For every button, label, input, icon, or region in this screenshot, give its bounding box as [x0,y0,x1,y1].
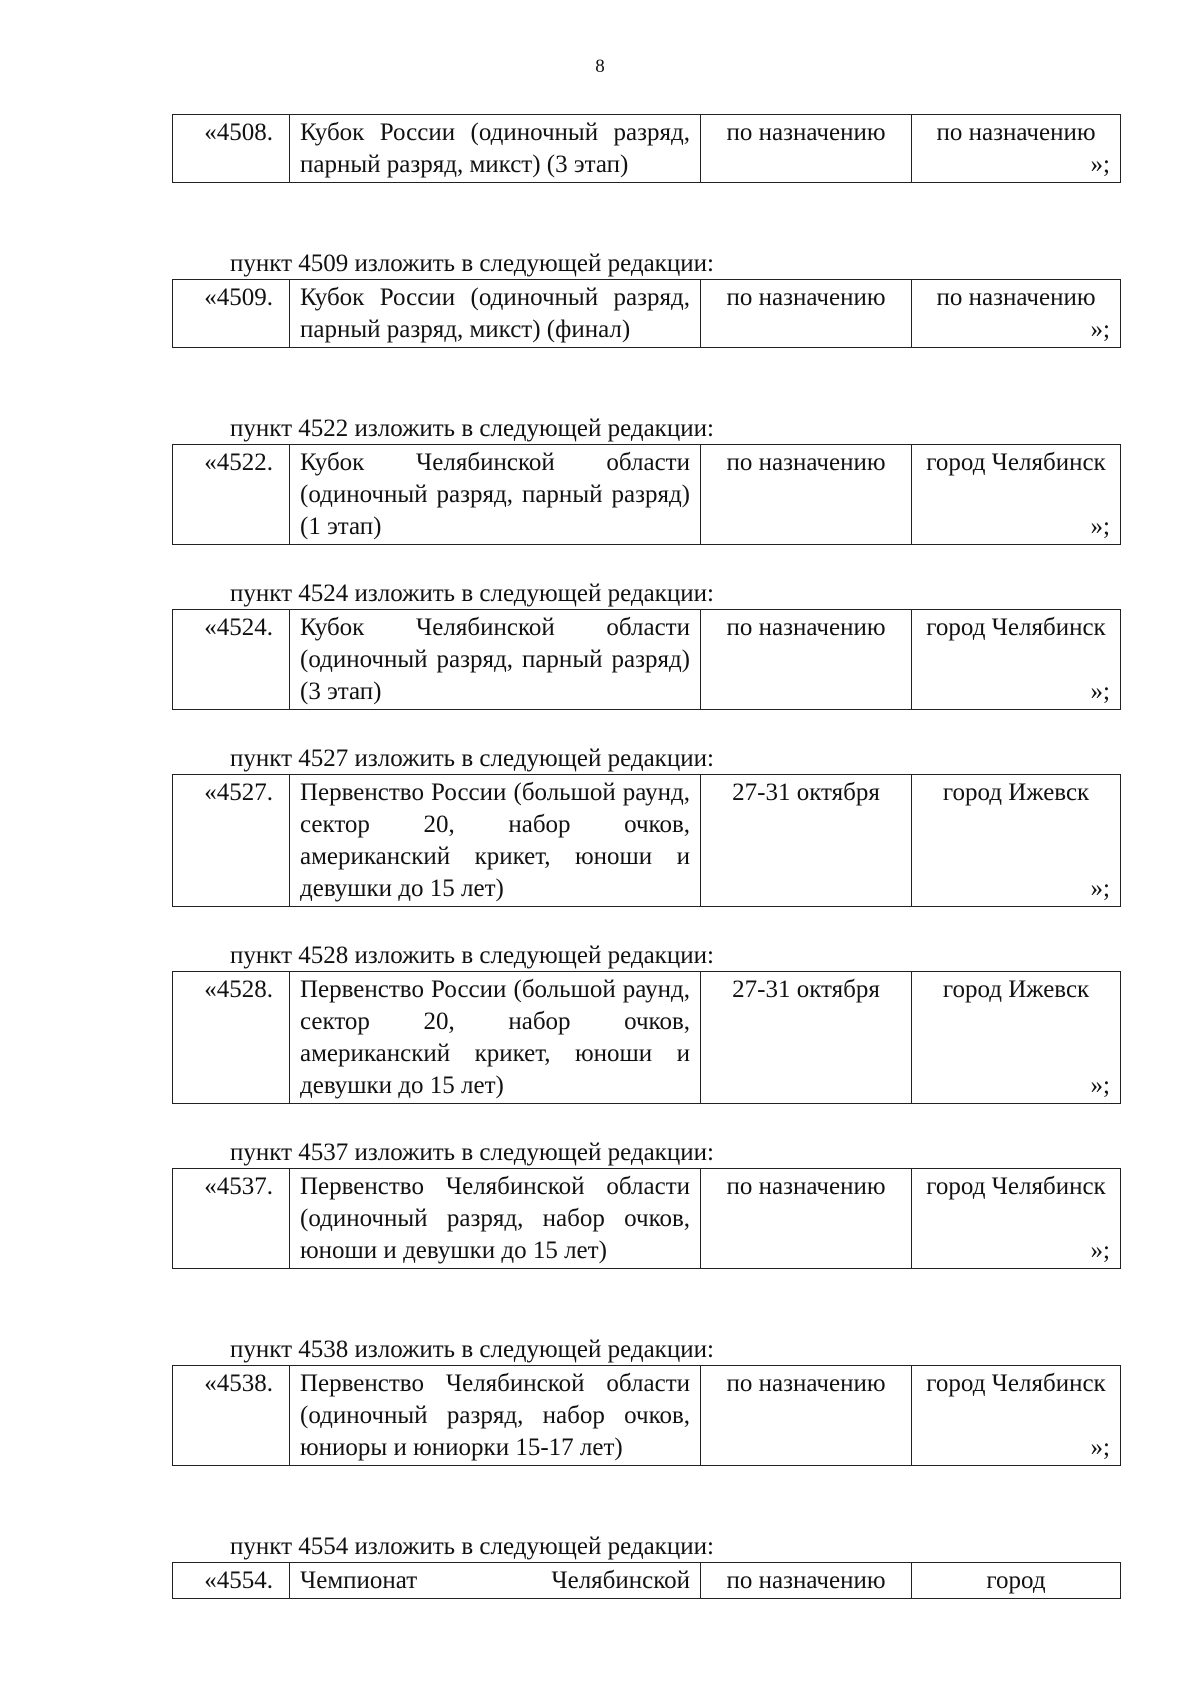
amendment-caption-4524: пункт 4524 изложить в следующей редакции: [230,580,714,607]
event-place-text: город Челябинск [926,1370,1106,1397]
item-number: «4522. [173,445,290,545]
amendment-table-4527 [172,774,1121,907]
event-place-text: город Челябинск [926,449,1106,476]
event-dates: по назначению [701,1366,912,1466]
table-row [173,1563,1121,1599]
event-name: Первенство России (большой раунд, сектор 20, набор очков, американский крикет, юноши и девушки до 15 лет) [290,775,701,907]
event-dates: по назначению [701,115,912,183]
amendment-caption-4538: пункт 4538 изложить в следующей редакции: [230,1336,714,1363]
table-row [173,1366,1121,1466]
event-name: Первенство Челябинской области (одиночный разряд, набор очков, юноши и девушки до 15 лет) [290,1169,701,1269]
closing-quote: »; [1090,1072,1110,1099]
event-dates: по назначению [701,610,912,710]
event-place-text: город Челябинск [926,1173,1106,1200]
event-name: Кубок России (одиночный разряд, парный разряд, микст) (3 этап) [290,115,701,183]
event-place-text: город Ижевск [942,976,1090,1003]
event-place [912,1366,1121,1466]
event-name: Первенство России (большой раунд, сектор 20, набор очков, американский крикет, юноши и девушки до 15 лет) [290,972,701,1104]
event-dates: по назначению [701,445,912,545]
item-number: «4509. [173,280,290,348]
event-place [912,1563,1121,1599]
table-row [173,445,1121,545]
event-place-text: по назначению [936,284,1096,311]
event-place [912,610,1121,710]
closing-quote: »; [1090,678,1110,705]
closing-quote: »; [1090,316,1110,343]
event-place [912,972,1121,1104]
amendment-table-4538 [172,1365,1121,1466]
event-place [912,445,1121,545]
event-name: Чемпионат Челябинской [290,1563,701,1599]
amendment-table-4508 [172,114,1121,183]
table-row [173,972,1121,1104]
event-dates: 27-31 октября [701,972,912,1104]
table-row [173,610,1121,710]
closing-quote: »; [1090,1237,1110,1264]
amendment-caption-4509: пункт 4509 изложить в следующей редакции: [230,250,714,277]
event-place-text: город Ижевск [942,779,1090,806]
event-place-text: город Челябинск [926,614,1106,641]
amendment-table-4522 [172,444,1121,545]
closing-quote: »; [1090,151,1110,178]
table-row [173,775,1121,907]
event-place-text: по назначению [936,119,1096,146]
amendment-table-4509 [172,279,1121,348]
event-name: Кубок Челябинской области (одиночный разряд, парный разряд) (1 этап) [290,445,701,545]
item-number: «4538. [173,1366,290,1466]
table-row [173,280,1121,348]
page-number: 8 [595,56,605,77]
event-name: Кубок Челябинской области (одиночный разряд, парный разряд) (3 этап) [290,610,701,710]
item-number: «4554. [173,1563,290,1599]
table-row [173,115,1121,183]
event-place [912,115,1121,183]
event-place [912,775,1121,907]
amendment-table-4537 [172,1168,1121,1269]
item-number: «4528. [173,972,290,1104]
amendment-caption-4527: пункт 4527 изложить в следующей редакции: [230,745,714,772]
closing-quote: »; [1090,1434,1110,1461]
event-dates: 27-31 октября [701,775,912,907]
closing-quote: »; [1090,513,1110,540]
event-place [912,1169,1121,1269]
amendment-table-4528 [172,971,1121,1104]
event-name: Первенство Челябинской области (одиночный разряд, набор очков, юниоры и юниорки 15-17 лет) [290,1366,701,1466]
closing-quote: »; [1090,875,1110,902]
amendment-caption-4554: пункт 4554 изложить в следующей редакции: [230,1533,714,1560]
event-place [912,280,1121,348]
event-place-text: город [986,1567,1046,1594]
item-number: «4524. [173,610,290,710]
amendment-caption-4522: пункт 4522 изложить в следующей редакции: [230,415,714,442]
event-name: Кубок России (одиночный разряд, парный разряд, микст) (финал) [290,280,701,348]
amendment-table-4554 [172,1562,1121,1599]
item-number: «4537. [173,1169,290,1269]
amendment-caption-4528: пункт 4528 изложить в следующей редакции: [230,942,714,969]
amendment-table-4524 [172,609,1121,710]
table-row [173,1169,1121,1269]
item-number: «4508. [173,115,290,183]
event-dates: по назначению [701,1169,912,1269]
amendment-caption-4537: пункт 4537 изложить в следующей редакции: [230,1139,714,1166]
event-dates: по назначению [701,1563,912,1599]
item-number: «4527. [173,775,290,907]
event-dates: по назначению [701,280,912,348]
